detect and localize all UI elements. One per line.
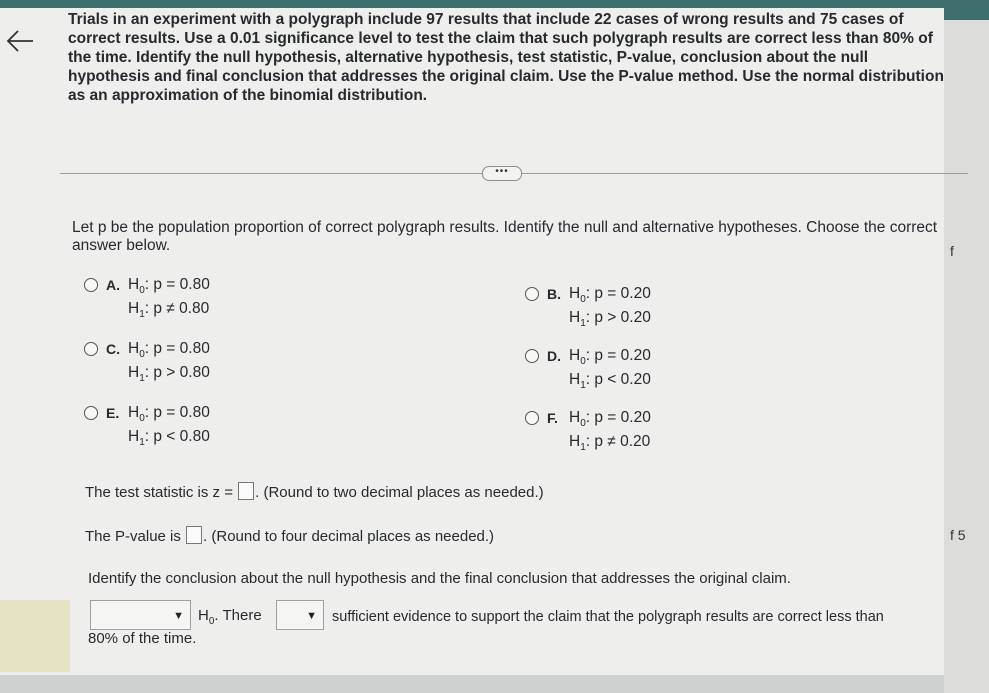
option-letter: D. [547,348,561,364]
option-letter: A. [106,277,120,293]
side-fragment: f [950,243,954,259]
alt-hypothesis: $H_1$: p < 0.80 [128,428,210,449]
alt-hypothesis: $H_1$: p ≠ 0.20 [569,433,651,454]
test-statistic-label: The test statistic is z = [85,484,238,501]
null-hypothesis: $H_0$: p = 0.80 [128,404,210,425]
null-hypothesis: $H_0$: p = 0.20 [569,285,651,306]
pvalue-hint: . (Round to four decimal places as needed.) [203,528,495,545]
option-letter: E. [106,405,120,421]
alt-hypothesis: $H_1$: p < 0.20 [569,371,651,392]
back-arrow-icon[interactable] [5,28,35,54]
h0-label: $H_0$. There [198,607,262,627]
left-highlight [0,600,70,672]
alt-hypothesis: $H_1$: p > 0.80 [128,364,210,385]
radio-button[interactable] [525,411,539,425]
conclusion-tail: 80% of the time. [88,630,197,647]
radio-button[interactable] [525,349,539,363]
radio-button[interactable] [84,278,98,292]
null-hypothesis: $H_0$: p = 0.80 [128,276,210,297]
null-hypothesis: $H_0$: p = 0.20 [569,409,651,430]
side-fragment: f 5 [950,527,966,543]
radio-button[interactable] [84,406,98,420]
test-statistic-hint: . (Round to two decimal places as needed.) [255,484,544,501]
dropdown-caret-icon: ▼ [306,610,317,622]
alt-hypothesis: $H_1$: p > 0.20 [569,309,651,330]
conclusion-prompt: Identify the conclusion about the null hypothesis and the final conclusion that addresses the original claim. [88,570,791,587]
h0-decision-dropdown[interactable] [90,600,191,630]
conclusion-text: sufficient evidence to support the claim that the polygraph results are correct less than [332,609,884,625]
radio-button[interactable] [525,287,539,301]
more-button[interactable]: ••• [482,166,522,181]
pvalue-line [85,526,494,547]
bottom-shade [0,675,944,693]
null-hypothesis: $H_0$: p = 0.80 [128,340,210,361]
side-panel-edge [944,20,989,693]
test-statistic-input[interactable] [238,482,254,500]
test-statistic-line [85,482,544,503]
option-letter: F. [547,410,558,426]
pvalue-label: The P-value is [85,528,186,545]
instruction-text: Let p be the population proportion of correct polygraph results. Identify the null and alternative hypotheses. Choose the correct answer below. [72,219,938,254]
option-letter: B. [547,286,561,302]
dropdown-caret-icon: ▼ [173,610,184,622]
radio-button[interactable] [84,342,98,356]
evidence-dropdown[interactable] [276,600,324,630]
pvalue-input[interactable] [186,526,202,544]
option-letter: C. [106,341,120,357]
null-hypothesis: $H_0$: p = 0.20 [569,347,651,368]
question-text: Trials in an experiment with a polygraph include 97 results that include 22 cases of wrong results and 75 cases of correct results. Use a 0.01 significance level to test the claim that such polygraph results are correct less than 80% of the time. Identify the null hypothesis, alternative hypothesis, test statistic, P-value, conclusion about the null hypothesis and final conclusion that addresses the original claim. Use the P-value method. Use the normal distribution as an approximation of the binomial distribution. [68,11,944,104]
alt-hypothesis: $H_1$: p ≠ 0.80 [128,300,210,321]
